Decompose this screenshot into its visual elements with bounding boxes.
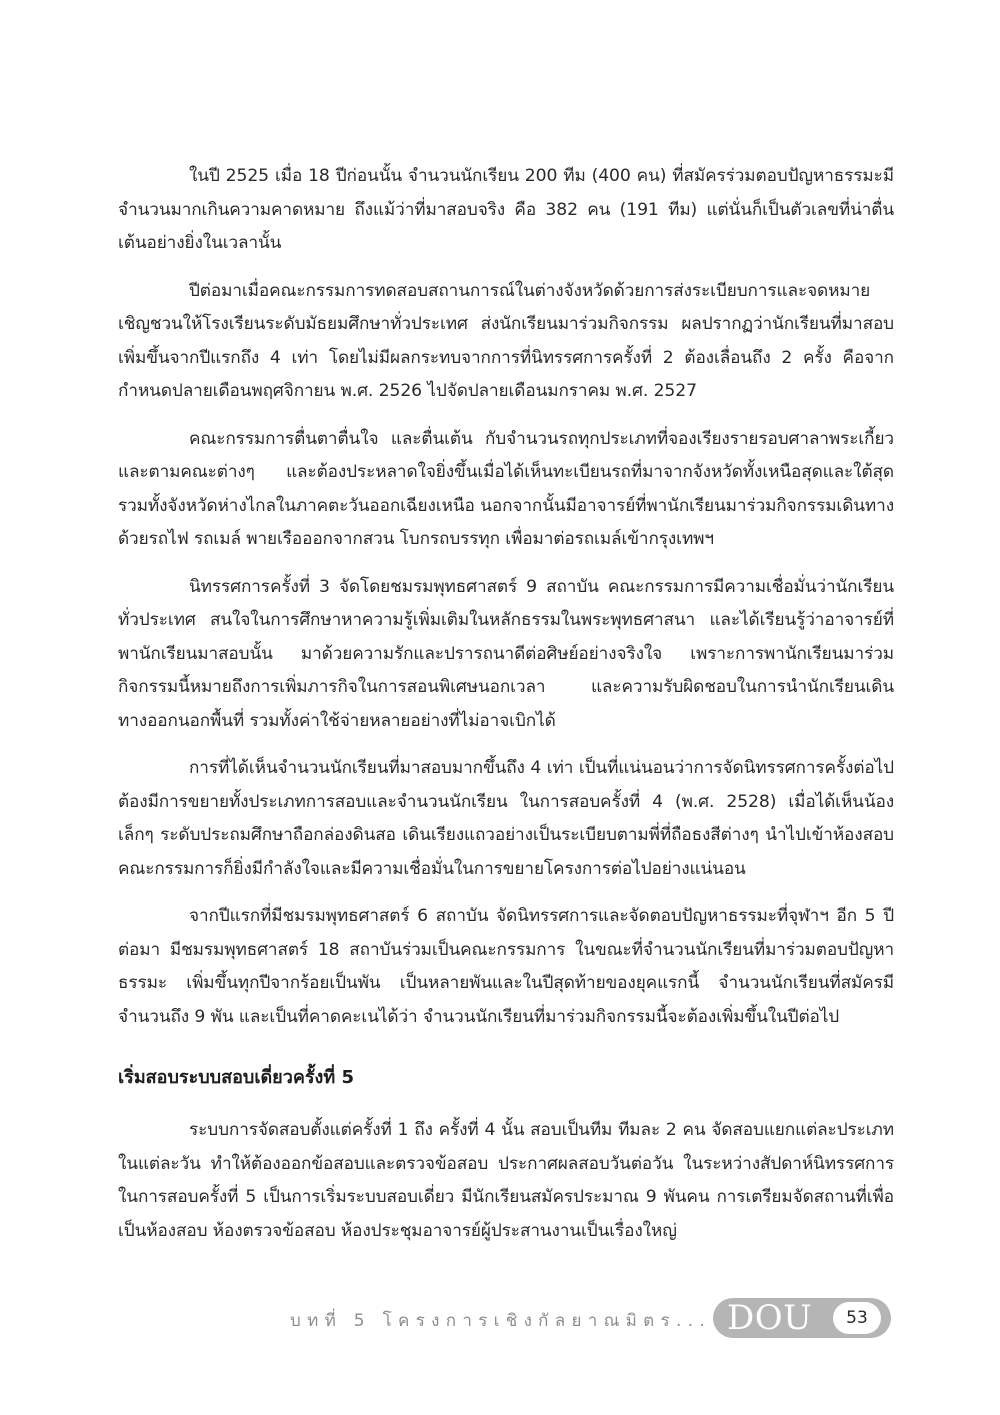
page-number: 53 <box>833 1302 881 1334</box>
dou-badge <box>713 1298 891 1338</box>
section-heading: เริ่มสอบระบบสอบเดี่ยวครั้งที่ 5 <box>118 1067 354 1088</box>
paragraph-4: นิทรรศการครั้งที่ 3 จัดโดยชมรมพุทธศาสตร์ 9 สถาบัน คณะกรรมการมีความเชื่อมั่นว่านักเรียนทั่วประเทศ สนใจในการศึกษาหาความรู้เพิ่มเติมในหลักธรรมในพระพุทธศาสนา และได้เรียนรู้ว่าอาจารย์ที่พานักเรียนมาสอบนั้น มาด้วยความรักและปรารถนาดีต่อศิษย์อย่างจริงใจ เพราะการพานักเรียนมาร่วมกิจกรรมนี้หมายถึงการเพิ่มภารกิจในการสอนพิเศษนอกเวลา และความรับผิดชอบในการนำนักเรียนเดินทางออกนอกพื้นที่ รวมทั้งค่าใช้จ่ายหลายอย่างที่ไม่อาจเบิกได้ <box>118 576 894 731</box>
section-paragraph: ระบบการจัดสอบตั้งแต่ครั้งที่ 1 ถึง ครั้งที่ 4 นั้น สอบเป็นทีม ทีมละ 2 คน จัดสอบแยกแต่ละประเภทในแต่ละวัน ทำให้ต้องออกข้อสอบและตรวจข้อสอบ ประกาศผลสอบวันต่อวัน ในระหว่างสัปดาห์นิทรรศการ ในการสอบครั้งที่ 5 เป็นการเริ่มระบบสอบเดี่ยว มีนักเรียนสมัครประมาณ 9 พันคน การเตรียมจัดสถานที่เพื่อเป็นห้องสอบ ห้องตรวจข้อสอบ ห้องประชุมอาจารย์ผู้ประสานงานเป็นเรื่องใหญ่ <box>118 1120 894 1241</box>
paragraph-2: ปีต่อมาเมื่อคณะกรรมการทดสอบสถานการณ์ในต่างจังหวัดด้วยการส่งระเบียบการและจดหมายเชิญชวนให้โรงเรียนระดับมัธยมศึกษาทั่วประเทศ ส่งนักเรียนมาร่วมกิจกรรม ผลปรากฏว่านักเรียนที่มาสอบเพิ่มขึ้นจากปีแรกถึง 4 เท่า โดยไม่มีผลกระทบจากการที่นิทรรศการครั้งที่ 2 ต้องเลื่อนถึง 2 ครั้ง คือจากกำหนดปลายเดือนพฤศจิกายน พ.ศ. 2526 ไปจัดปลายเดือนมกราคม พ.ศ. 2527 <box>118 280 894 401</box>
paragraph-5: การที่ได้เห็นจำนวนนักเรียนที่มาสอบมากขึ้นถึง 4 เท่า เป็นที่แน่นอนว่าการจัดนิทรรศการครั้งต่อไปต้องมีการขยายทั้งประเภทการสอบและจำนวนนักเรียน ในการสอบครั้งที่ 4 (พ.ศ. 2528) เมื่อได้เห็นน้องเล็กๆ ระดับประถมศึกษาถือกล่องดินสอ เดินเรียงแถวอย่างเป็นระเบียบตามพี่ที่ถือธงสีต่างๆ นำไปเข้าห้องสอบคณะกรรมการก็ยิ่งมีกำลังใจและมีความเชื่อมั่นในการขยายโครงการต่อไปอย่างแน่นอน <box>118 758 894 879</box>
running-title: บทที่ 5 โครงการเชิงกัลยาณมิตร... <box>290 1311 712 1331</box>
paragraph-6: จากปีแรกที่มีชมรมพุทธศาสตร์ 6 สถาบัน จัดนิทรรศการและจัดตอบปัญหาธรรมะที่จุฬาฯ อีก 5 ปีต่อมา มีชมรมพุทธศาสตร์ 18 สถาบันร่วมเป็นคณะกรรมการ ในขณะที่จำนวนนักเรียนที่มาร่วมตอบปัญหาธรรมะ เพิ่มขึ้นทุกปีจากร้อยเป็นพัน เป็นหลายพันและในปีสุดท้ายของยุคแรกนี้ จำนวนนักเรียนที่สมัครมีจำนวนถึง 9 พัน และเป็นที่คาดคะเนได้ว่า จำนวนนักเรียนที่มาร่วมกิจกรรมนี้จะต้องเพิ่มขึ้นในปีต่อไป <box>118 906 894 1027</box>
page-body <box>118 160 894 1262</box>
dou-logo: DOU <box>727 1298 813 1338</box>
paragraph-3: คณะกรรมการตื่นตาตื่นใจ และตื่นเต้น กับจำนวนรถทุกประเภทที่จองเรียงรายรอบศาลาพระเกี้ยวและตามคณะต่างๆ และต้องประหลาดใจยิ่งขึ้นเมื่อได้เห็นทะเบียนรถที่มาจากจังหวัดทั้งเหนือสุดและใต้สุด รวมทั้งจังหวัดห่างไกลในภาคตะวันออกเฉียงเหนือ นอกจากนั้นมีอาจารย์ที่พานักเรียนมาร่วมกิจกรรมเดินทางด้วยรถไฟ รถเมล์ พายเรือออกจากสวน โบกรถบรรทุก เพื่อมาต่อรถเมล์เข้ากรุงเทพฯ <box>118 428 894 549</box>
page-footer <box>290 1298 894 1340</box>
paragraph-1: ในปี 2525 เมื่อ 18 ปีก่อนนั้น จำนวนนักเรียน 200 ทีม (400 คน) ที่สมัครร่วมตอบปัญหาธรรมะมีจำนวนมากเกินความคาดหมาย ถึงแม้ว่าที่มาสอบจริง คือ 382 คน (191 ทีม) แต่นั่นก็เป็นตัวเลขที่น่าตื่นเต้นอย่างยิ่งในเวลานั้น <box>118 166 894 253</box>
